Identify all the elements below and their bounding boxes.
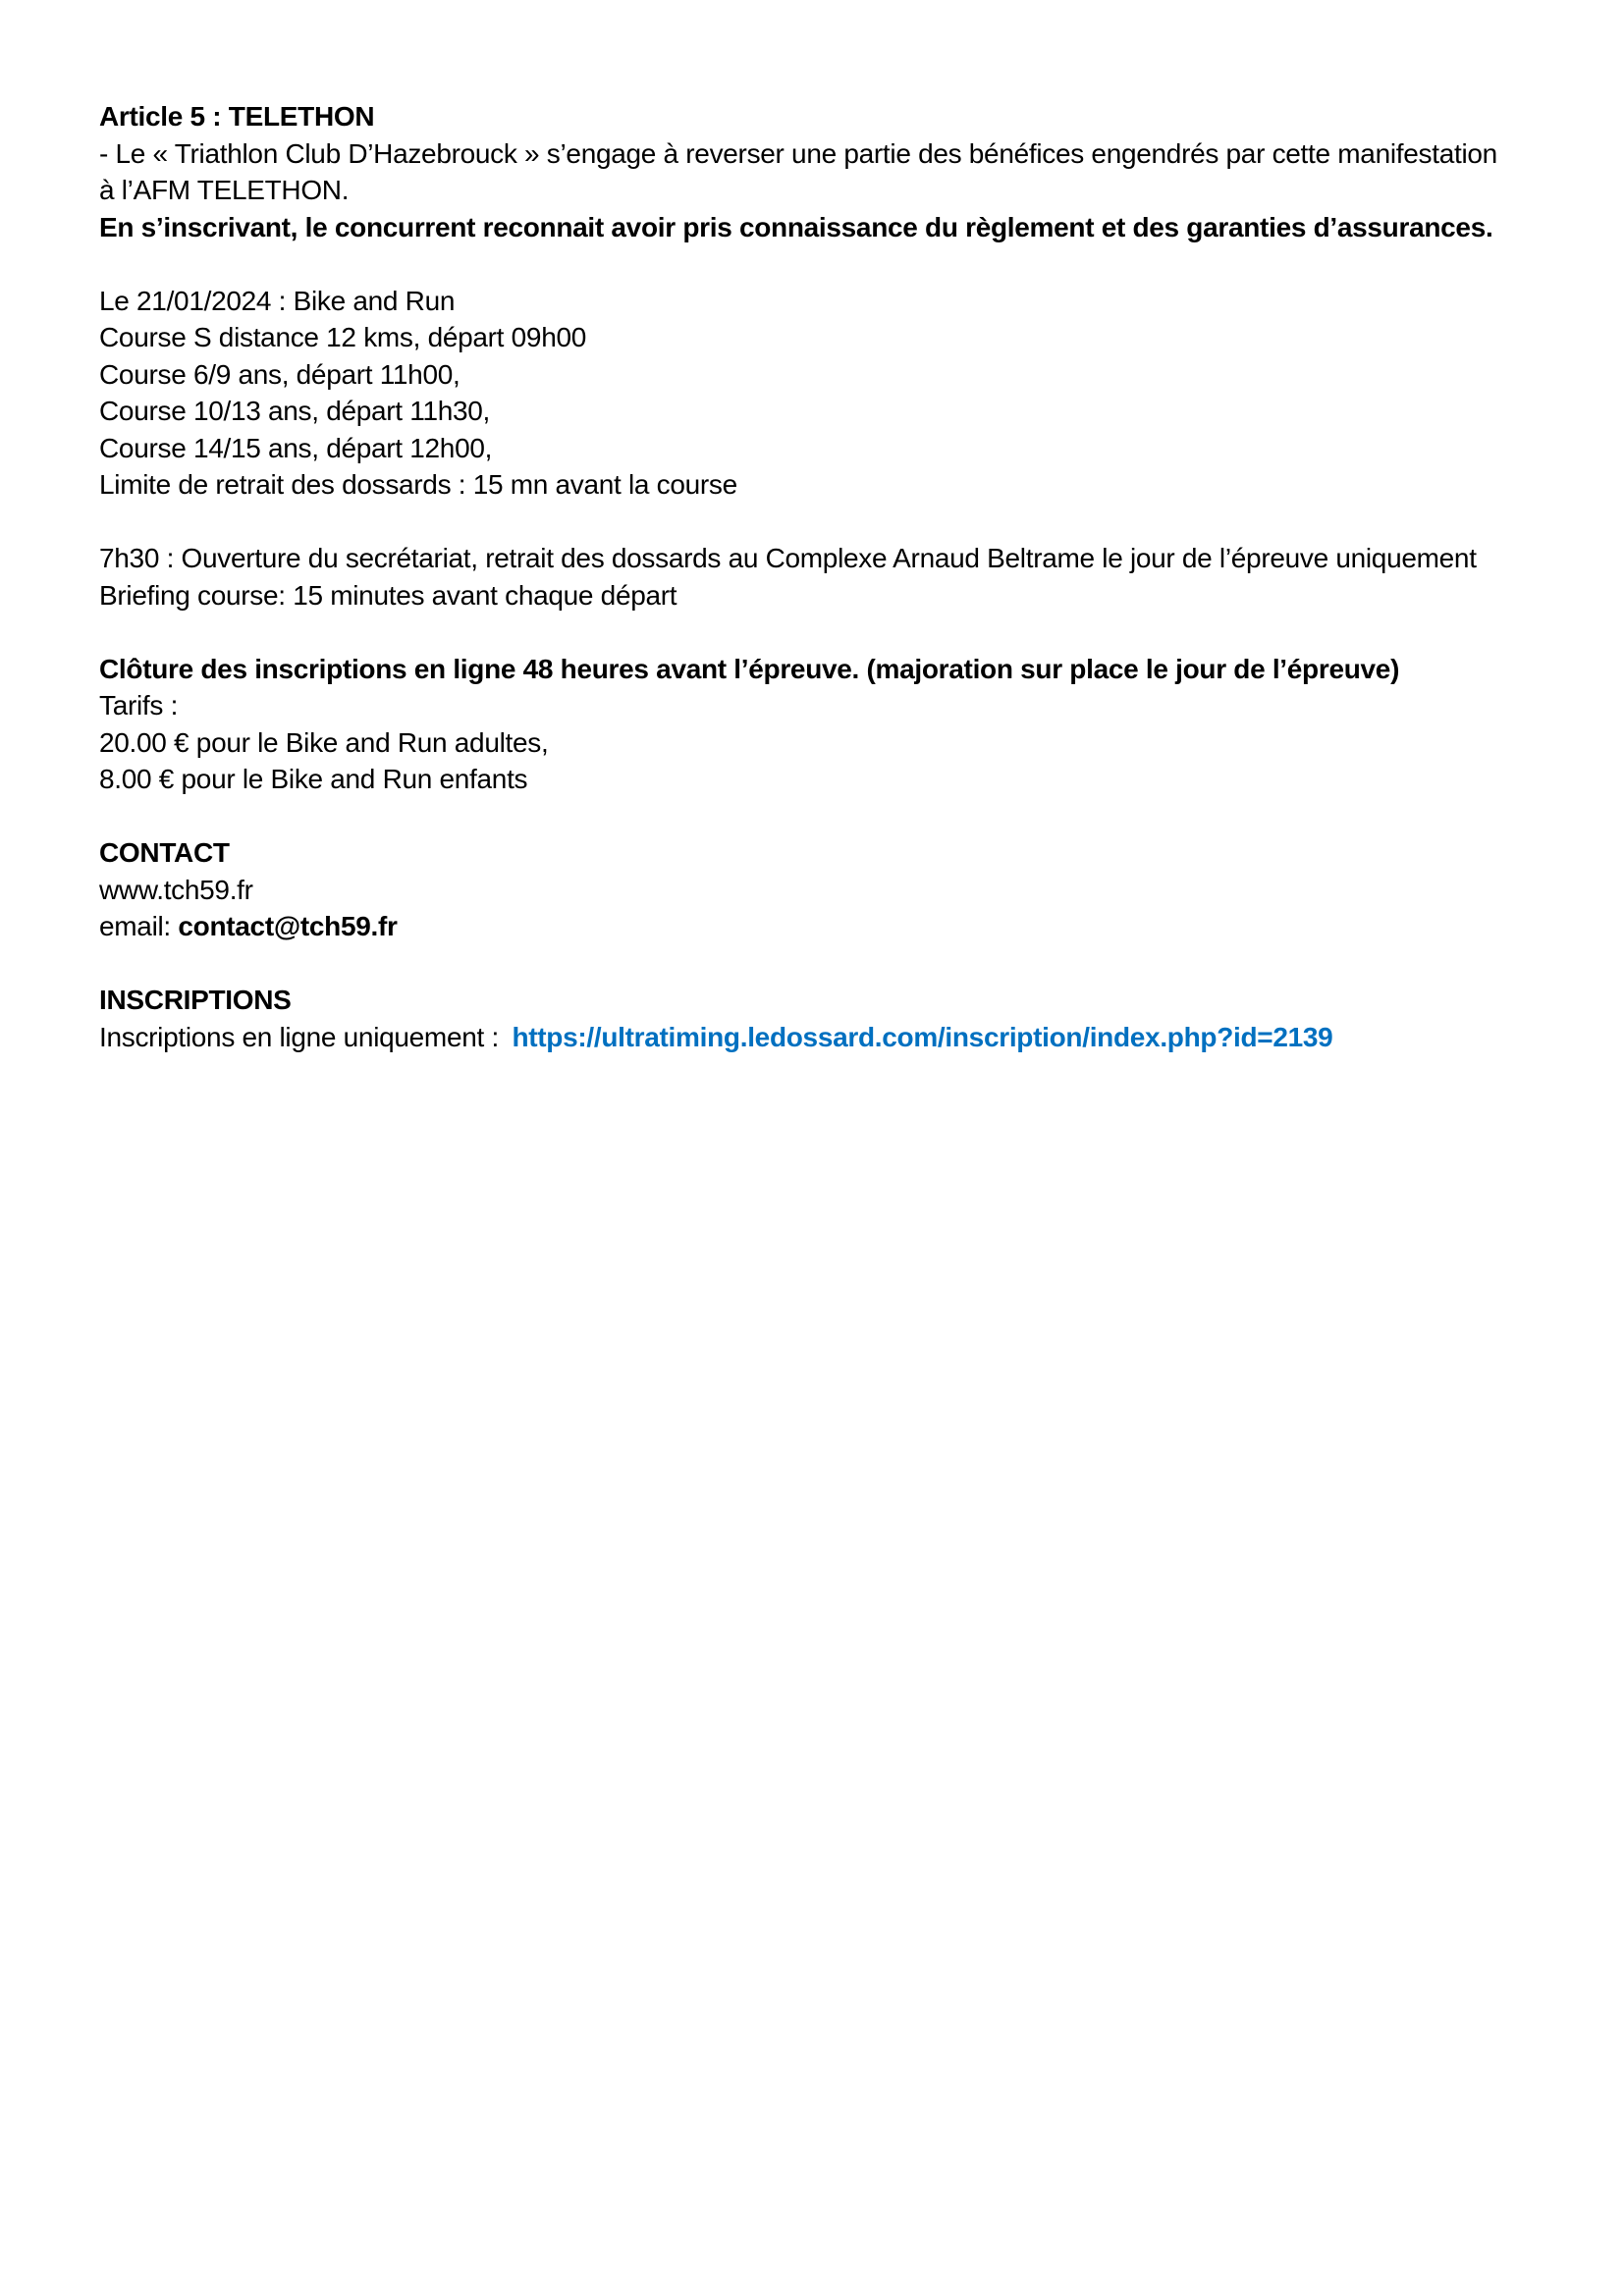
spacer bbox=[99, 245, 1533, 283]
inscriptions-heading: INSCRIPTIONS bbox=[99, 985, 292, 1015]
spacer bbox=[99, 945, 1533, 983]
contact-email-line bbox=[99, 908, 1533, 945]
article-paragraph-line-2: à l’AFM TELETHON. bbox=[99, 175, 350, 205]
contact-heading: CONTACT bbox=[99, 837, 230, 868]
race-item: Course 14/15 ans, départ 12h00, bbox=[99, 432, 493, 463]
contact-email: contact@tch59.fr bbox=[178, 911, 398, 941]
contact-website: www.tch59.fr bbox=[99, 874, 253, 905]
spacer bbox=[99, 614, 1533, 651]
tarifs-label: Tarifs : bbox=[99, 690, 179, 721]
spacer bbox=[99, 504, 1533, 541]
briefing-line: Briefing course: 15 minutes avant chaque départ bbox=[99, 579, 677, 611]
bib-pickup-limit: Limite de retrait des dossards : 15 mn avant la course bbox=[99, 469, 737, 500]
registration-closing: Clôture des inscriptions en ligne 48 heures avant l’épreuve. (majoration sur place le jour de l’épreuve) bbox=[99, 653, 1400, 684]
price-item: 20.00 € pour le Bike and Run adultes, bbox=[99, 726, 549, 758]
registration-notice: En s’inscrivant, le concurrent reconnait avoir pris connaissance du règlement et des garanties d’assurances. bbox=[99, 211, 1493, 242]
race-item: Course S distance 12 kms, départ 09h00 bbox=[99, 322, 587, 352]
inscriptions-line bbox=[99, 1019, 1533, 1056]
race-item: Course 6/9 ans, départ 11h00, bbox=[99, 358, 460, 390]
inscriptions-label: Inscriptions en ligne uniquement : bbox=[99, 1021, 507, 1052]
race-item: Course 10/13 ans, départ 11h30, bbox=[99, 396, 491, 426]
article-paragraph-line-1: - Le « Triathlon Club D’Hazebrouck » s’engage à reverser une partie des bénéfices engendrés par cette manifestation bbox=[99, 137, 1497, 169]
email-label: email: bbox=[99, 911, 179, 941]
secretariat-opening: 7h30 : Ouverture du secrétariat, retrait des dossards au Complexe Arnaud Beltrame le jour de l’épreuve uniquement bbox=[99, 543, 1477, 573]
registration-link[interactable]: https://ultratiming.ledossard.com/inscription/index.php?id=2139 bbox=[512, 1021, 1333, 1052]
event-date-line: Le 21/01/2024 : Bike and Run bbox=[99, 285, 456, 316]
price-item: 8.00 € pour le Bike and Run enfants bbox=[99, 764, 528, 794]
document-page bbox=[99, 98, 1533, 1055]
spacer bbox=[99, 798, 1533, 835]
article-title: Article 5 : TELETHON bbox=[99, 101, 375, 132]
